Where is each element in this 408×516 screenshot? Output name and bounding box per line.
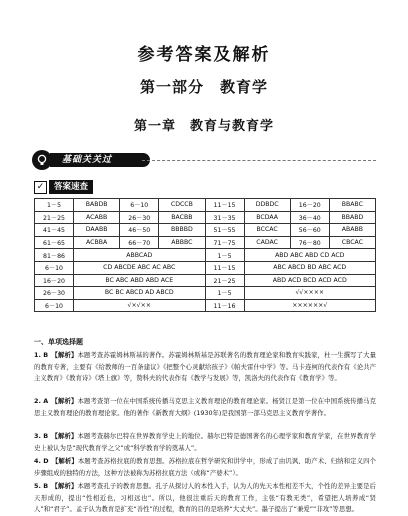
page-title: 参考答案及解析	[137, 45, 271, 65]
explanation-paragraph: 1. B 【解析】本题考查苏霍姆林斯基的著作。苏霍姆林斯基是苏联著名的教育理论家和教育实践家，杜一生撰写了大量的教育专著，主要有《给教师的一百条建议》《把整个心灵献给孩子》《帕夫雷什中学》等。马卡连柯的代表作有《论共产主义教育》《教育诗》《塔上旗》等，赞科夫的代表作有《教学与发展》等，凯洛夫的代表作有《教育学》等。	[34, 351, 376, 382]
table-cell: 16－20	[35, 274, 74, 287]
table-cell: 31－35	[205, 211, 244, 224]
explanation-paragraph: 4. D 【解析】本题考查苏格拉底的教育思想。苏格拉底在哲学研究和讲学中，形成了由讥讽、助产术、归纳和定义四个步骤组成的独特的方法，这种方法被称为苏格拉底方法（或称“产婆术”）。	[34, 457, 376, 477]
table-cell: BBBBD	[159, 224, 205, 237]
table-cell: 1－5	[35, 199, 74, 212]
table-cell: CD ABCDE ABC AC ABC	[74, 261, 206, 274]
table-cell: ABBCAD	[74, 249, 206, 262]
table-row	[35, 224, 376, 237]
table-cell: 1－5	[205, 249, 244, 262]
explanation-paragraph: 2. A 【解析】本题考查第一位在中国系统传播马克思主义教育理论的教育理论家。杨贤江是第一位在中国系统传播马克思主义教育理论的教育理论家。他的著作《新教育大纲》(1930年)是我国第一部马克思主义教育学著作。	[34, 397, 376, 417]
table-row	[35, 199, 376, 212]
check-icon: ✓	[34, 181, 47, 194]
table-cell: 41－45	[35, 224, 74, 237]
banner-label: 基础关关过	[50, 153, 150, 167]
table-row	[35, 261, 376, 274]
table-cell: DDBDC	[244, 199, 290, 212]
explanation-paragraph: 3. B 【解析】本题考查赫尔巴特在世界教育学史上的地位。赫尔巴特是德国著名的心理学家和教育学家，在世界教育学史上被认为是“现代教育学之父”或“科学教育学的奠基人”。	[34, 432, 376, 452]
table-cell: ABABB	[329, 224, 375, 237]
table-cell: √×√××	[74, 299, 206, 312]
table-cell: ABC ABCD BD ABC ACD	[244, 261, 376, 274]
lightbulb-icon	[32, 150, 52, 170]
table-cell: 6－10	[35, 299, 74, 312]
table-row	[35, 211, 376, 224]
section-banner	[32, 150, 376, 170]
table-cell: BCCAC	[244, 224, 290, 237]
table-row	[35, 274, 376, 287]
table-cell: 71－75	[205, 236, 244, 249]
table-cell: BBABD	[329, 211, 375, 224]
table-cell: 6－10	[120, 199, 159, 212]
table-cell: BC BC ABCD AD ABCD	[74, 287, 206, 300]
table-cell: ACABB	[74, 211, 120, 224]
quick-answer-label: 答案速查	[49, 180, 93, 194]
table-cell: 21－25	[205, 274, 244, 287]
table-cell: 46－50	[120, 224, 159, 237]
table-row	[35, 249, 376, 262]
section-heading: 一、单项选择题	[34, 338, 83, 346]
table-cell: 26－30	[120, 211, 159, 224]
part-title: 第一部分 教育学	[139, 78, 268, 96]
table-cell: BACBB	[159, 211, 205, 224]
table-cell: BC ABC ABD ABD ACE	[74, 274, 206, 287]
table-cell: DAABB	[74, 224, 120, 237]
table-cell: 21－25	[35, 211, 74, 224]
table-cell: 81－86	[35, 249, 74, 262]
table-cell: 51－55	[205, 224, 244, 237]
table-cell: √√××××	[244, 287, 376, 300]
table-row	[35, 287, 376, 300]
table-cell: 61－65	[35, 236, 74, 249]
table-cell: ABD ACD BCD ACD ACD	[244, 274, 376, 287]
table-cell: BABDB	[74, 199, 120, 212]
table-cell: BCDAA	[244, 211, 290, 224]
table-cell: CDCCB	[159, 199, 205, 212]
explanation-paragraph: 5. B 【解析】本题考查孔子的教育思想。孔子从探讨人的本性入手，认为人的先天本性相差不大，个性的差异主要是后天形成的，提出“性相近也，习相远也”。所以，他很注重后天的教育工作，主张“有教无类”，希望把人培养成“贤人”和“君子”。孟子认为教育是扩充“善性”的过程，教育的目的是培养“大丈夫”。墨子提出了“兼爱”“非攻”等思想。	[34, 482, 376, 513]
table-cell: ABD ABC ABD CD ACD	[244, 249, 376, 262]
table-cell: 76－80	[290, 236, 329, 249]
table-row	[35, 236, 376, 249]
table-cell: 1－5	[205, 287, 244, 300]
table-cell: 11－15	[205, 199, 244, 212]
table-cell: 16－20	[290, 199, 329, 212]
table-cell: CBCAC	[329, 236, 375, 249]
chapter-title: 第一章 教育与教育学	[133, 119, 274, 134]
table-cell: 11－15	[205, 261, 244, 274]
table-cell: 6－10	[35, 261, 74, 274]
table-row	[35, 299, 376, 312]
answer-table	[34, 198, 376, 312]
table-cell: 26－30	[35, 287, 74, 300]
table-cell: ××××××√	[244, 299, 376, 312]
table-cell: CADAC	[244, 236, 290, 249]
table-cell: 36－40	[290, 211, 329, 224]
table-cell: 56－60	[290, 224, 329, 237]
table-cell: 11－16	[205, 299, 244, 312]
table-cell: ABBBC	[159, 236, 205, 249]
table-cell: ACBBA	[74, 236, 120, 249]
banner-divider	[142, 160, 376, 161]
table-cell: BBABC	[329, 199, 375, 212]
table-cell: 66－70	[120, 236, 159, 249]
